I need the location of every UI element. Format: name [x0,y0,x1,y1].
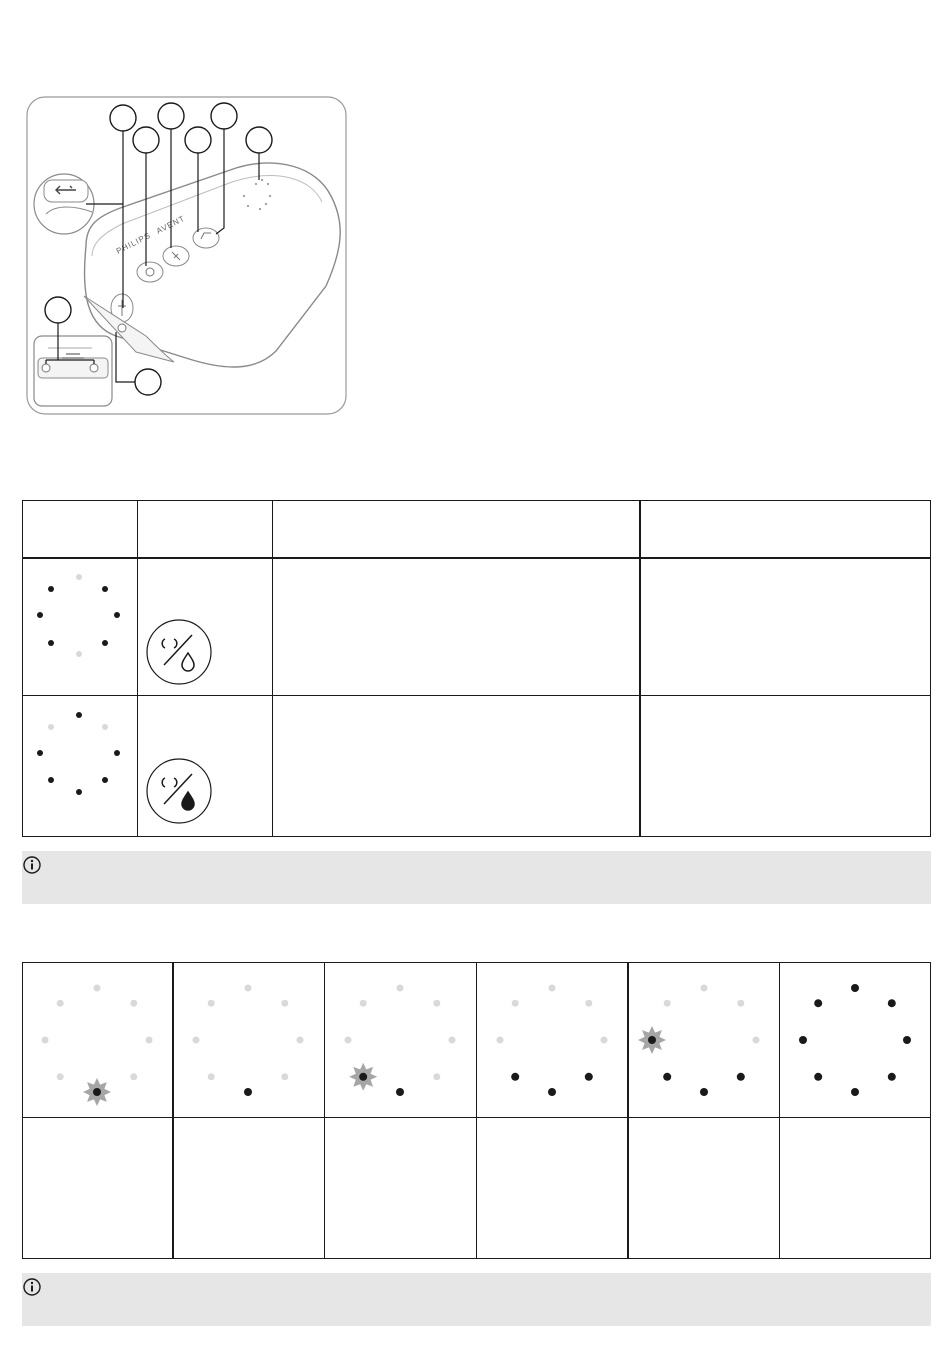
ring-dot-lit [851,984,859,992]
ring-dot-unlit [208,1073,215,1080]
ring-dot-lit [851,1088,859,1096]
ring-dot-unlit [601,1037,608,1044]
ring-dot-lit [737,1073,745,1081]
ring-dot-unlit [701,985,708,992]
ring-dot-unlit [549,985,556,992]
brand-logo: PHILIPS [114,230,153,256]
ring-dot-unlit [57,1073,64,1080]
ring-dot-unlit [193,1037,200,1044]
sequence-stage-ring [325,965,476,1115]
ring-dot-unlit [42,1037,49,1044]
ring-dot-lit [396,1088,404,1096]
ring-dot-unlit [497,1037,504,1044]
sequence-stage-ring [780,965,931,1115]
info-note [22,1273,931,1326]
ring-dot-unlit [345,1037,352,1044]
sub-brand-logo: AVENT [154,213,187,236]
device-illustration [26,96,348,416]
ring-dot-lit [359,1073,367,1081]
ring-dot-lit [799,1036,807,1044]
ring-dot-unlit [281,1000,288,1007]
product-diagram [26,96,348,416]
ring-dot-lit [814,1073,822,1081]
ring-dot-lit [244,1088,252,1096]
ring-dot-unlit [433,1000,440,1007]
ring-dot-unlit [130,1000,137,1007]
ring-dot-unlit [397,985,404,992]
sequence-table [22,962,931,1259]
indicator-table [22,500,931,837]
ring-dot-unlit [297,1037,304,1044]
ring-dot-unlit [433,1073,440,1080]
ring-dot-lit [814,999,822,1007]
info-icon [22,855,42,875]
ring-dot-lit [585,1073,593,1081]
ring-dot-unlit [130,1073,137,1080]
ring-dot-lit [888,999,896,1007]
ring-dot-lit [700,1088,708,1096]
ring-dot-lit [93,1088,101,1096]
ring-dot-unlit [208,1000,215,1007]
sequence-stage-ring [22,965,173,1115]
sequence-stage-ring [629,965,780,1115]
ring-dot-unlit [664,1000,671,1007]
ring-dot-lit [663,1073,671,1081]
ring-dot-unlit [245,985,252,992]
light-ring-indicator [36,572,126,662]
ring-dot-unlit [512,1000,519,1007]
ring-dot-unlit [449,1037,456,1044]
ring-dot-unlit [585,1000,592,1007]
info-icon [22,1277,42,1297]
ring-dot-unlit [94,985,101,992]
ring-dot-unlit [753,1037,760,1044]
ring-dot-lit [903,1036,911,1044]
ring-dot-unlit [360,1000,367,1007]
ring-dot-unlit [281,1073,288,1080]
humidity-high-icon [144,756,214,826]
ring-dot-lit [888,1073,896,1081]
ring-dot-lit [648,1036,656,1044]
sequence-stage-ring [477,965,628,1115]
ring-dot-unlit [57,1000,64,1007]
ring-dot-unlit [737,1000,744,1007]
humidity-low-icon [144,617,214,687]
light-ring-indicator [36,710,126,800]
ring-dot-lit [511,1073,519,1081]
sequence-stage-ring [173,965,324,1115]
info-note [22,851,931,904]
ring-dot-unlit [146,1037,153,1044]
ring-dot-lit [548,1088,556,1096]
